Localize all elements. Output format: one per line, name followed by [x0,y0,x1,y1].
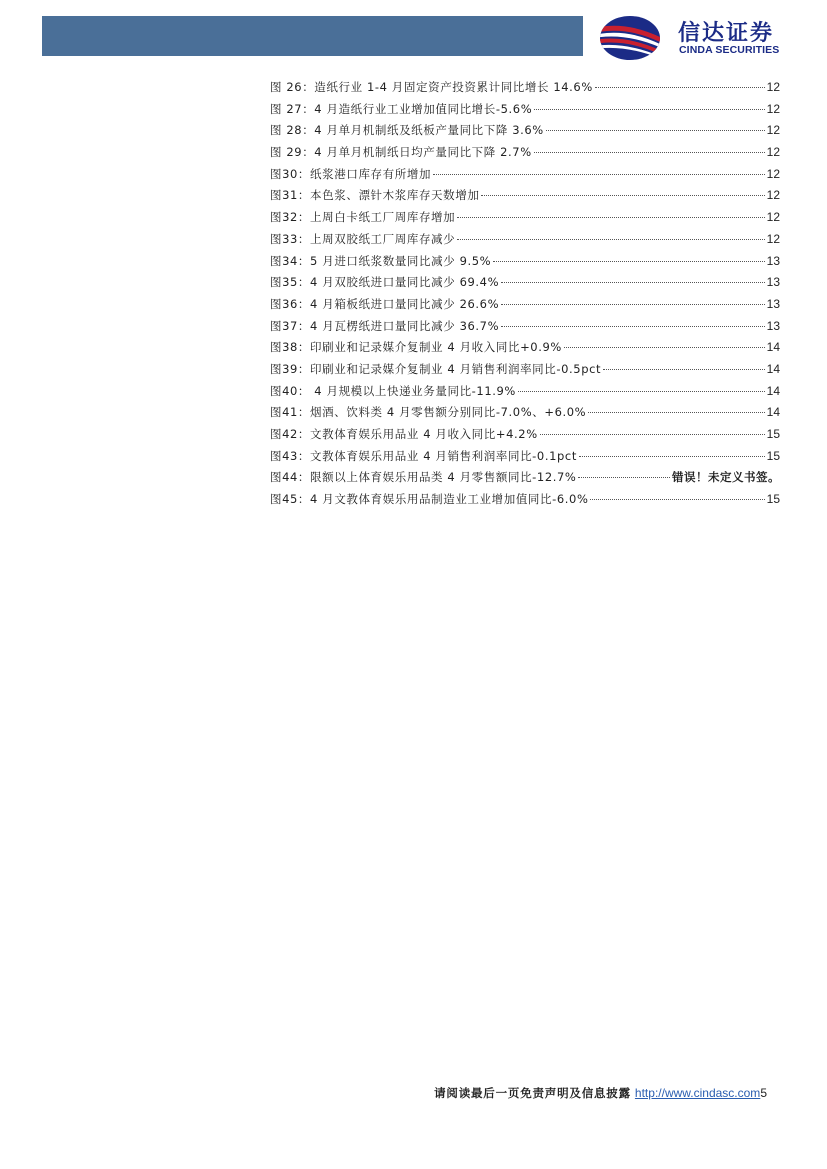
toc-entry[interactable] [270,207,780,229]
toc-figure-title: 4 月单月机制纸及纸板产量同比下降 3.6% [314,123,544,138]
toc-figure-title: 限额以上体育娱乐用品类 4 月零售额同比-12.7% [310,470,577,485]
toc-figure-title: 4 月瓦楞纸进口量同比减少 36.7% [310,318,500,333]
toc-figure-label: 图 28： [270,123,315,138]
toc-entry[interactable] [270,294,780,316]
toc-figure-title: 印刷业和记录媒介复制业 4 月销售利润率同比-0.5pct [310,361,602,376]
toc-leader-dots [588,412,764,413]
toc-leader-dots [590,499,764,500]
toc-leader-dots [579,456,765,457]
toc-page-number: 14 [766,405,780,420]
toc-entry[interactable] [270,316,780,338]
toc-entry[interactable] [270,381,780,403]
toc-page-number: 13 [766,253,780,268]
cinda-logo-icon [598,14,662,62]
toc-figure-label: 图38： [270,340,311,355]
toc-leader-dots [595,87,765,88]
toc-page-number: 14 [766,383,780,398]
toc-leader-dots [457,217,764,218]
toc-entry[interactable] [270,142,780,164]
toc-page-number: 15 [766,427,780,441]
toc-page-number: 15 [766,492,780,507]
toc-leader-dots [501,326,765,327]
toc-entry[interactable] [270,467,780,489]
toc-entry[interactable] [270,489,780,511]
toc-leader-dots [493,261,764,262]
toc-leader-dots [481,195,764,196]
toc-figure-label: 图36： [270,296,311,311]
toc-figure-title: 本色浆、漂针木浆库存天数增加 [310,188,480,203]
toc-leader-dots [518,391,765,392]
toc-leader-dots [546,130,765,131]
toc-entry[interactable] [270,402,780,424]
toc-page-number: 13 [766,318,780,333]
toc-figure-title: 5 月进口纸浆数量同比减少 9.5% [310,253,492,268]
toc-page-number: 13 [766,275,780,290]
footer-website-link[interactable]: http://www.cindasc.com [634,1086,761,1100]
toc-figure-label: 图43： [270,448,311,463]
header-bar [42,16,583,56]
toc-figure-title: 文教体育娱乐用品业 4 月收入同比+4.2% [310,427,538,441]
toc-entry[interactable] [270,99,780,121]
toc-entry[interactable] [270,424,780,446]
toc-entry[interactable] [270,251,780,273]
toc-figure-label: 图40： [270,383,311,398]
toc-page-number: 12 [766,166,780,181]
toc-figure-title: 纸浆港口库存有所增加 [310,166,432,181]
toc-leader-dots [534,152,765,153]
toc-figure-label: 图41： [270,405,311,420]
toc-figure-title: 造纸行业 1-4 月固定资产投资累计同比增长 14.6% [314,80,593,94]
toc-entry[interactable] [270,164,780,186]
toc-figure-title: 印刷业和记录媒介复制业 4 月收入同比+0.9% [310,340,562,355]
toc-figure-title: 4 月箱板纸进口量同比减少 26.6% [310,296,500,311]
toc-figure-label: 图34： [270,253,311,268]
toc-entry[interactable] [270,272,780,294]
toc-figure-title: 4 月双胶纸进口量同比减少 69.4% [310,275,500,290]
toc-leader-dots [578,477,670,478]
toc-figure-label: 图33： [270,231,311,246]
figure-table-of-contents [270,77,780,511]
toc-figure-title: 上周双胶纸工厂周库存减少 [310,231,456,246]
toc-page-number: 14 [766,361,780,376]
toc-page-number: 12 [766,210,780,225]
toc-entry[interactable] [270,229,780,251]
footer-disclaimer: 请阅读最后一页免责声明及信息披露 [434,1086,631,1100]
toc-leader-dots [603,369,764,370]
toc-figure-label: 图30： [270,166,311,181]
toc-leader-dots [534,109,764,110]
company-logo [598,14,808,62]
logo-english-name: CINDA SECURITIES [679,44,780,56]
toc-page-number: 12 [766,123,780,138]
toc-figure-title: 烟酒、饮料类 4 月零售额分别同比-7.0%、+6.0% [310,405,587,420]
toc-entry[interactable] [270,120,780,142]
toc-entry[interactable] [270,446,780,468]
toc-page-number: 12 [766,101,780,116]
toc-figure-label: 图42： [270,427,311,441]
toc-leader-dots [457,239,764,240]
toc-figure-label: 图32： [270,210,311,225]
logo-chinese-name: 信达证券 [678,21,775,46]
toc-leader-dots [564,347,765,348]
toc-leader-dots [501,304,765,305]
footer-page-number: 5 [760,1086,767,1100]
toc-entry[interactable] [270,77,780,99]
toc-figure-title: 4 月造纸行业工业增加值同比增长-5.6% [314,101,533,116]
toc-figure-title: 4 月规模以上快递业务量同比-11.9% [310,383,516,398]
page-footer [434,1085,767,1101]
toc-entry[interactable] [270,359,780,381]
toc-figure-title: 上周白卡纸工厂周库存增加 [310,210,456,225]
toc-figure-label: 图45： [270,492,311,507]
toc-figure-label: 图 27： [270,101,315,116]
toc-page-number: 14 [766,340,780,355]
toc-page-number: 12 [766,231,780,246]
toc-entry[interactable] [270,185,780,207]
toc-leader-dots [540,434,765,435]
toc-figure-label: 图35： [270,275,311,290]
toc-figure-label: 图 26： [270,80,315,94]
toc-page-number: 12 [766,145,780,160]
toc-figure-label: 图31： [270,188,311,203]
toc-entry[interactable] [270,337,780,359]
toc-figure-title: 4 月文教体育娱乐用品制造业工业增加值同比-6.0% [310,492,589,507]
toc-leader-dots [501,282,765,283]
toc-figure-label: 图39： [270,361,311,376]
toc-page-number: 15 [766,448,780,463]
toc-bookmark-error: 错误！未定义书签。 [672,470,780,485]
toc-figure-title: 文教体育娱乐用品业 4 月销售利润率同比-0.1pct [310,448,577,463]
toc-page-number: 12 [766,188,780,203]
toc-figure-label: 图37： [270,318,311,333]
toc-figure-title: 4 月单月机制纸日均产量同比下降 2.7% [314,145,532,160]
toc-figure-label: 图 29： [270,145,315,160]
toc-page-number: 13 [766,296,780,311]
toc-leader-dots [433,174,765,175]
toc-figure-label: 图44： [270,470,311,485]
toc-page-number: 12 [766,80,780,94]
